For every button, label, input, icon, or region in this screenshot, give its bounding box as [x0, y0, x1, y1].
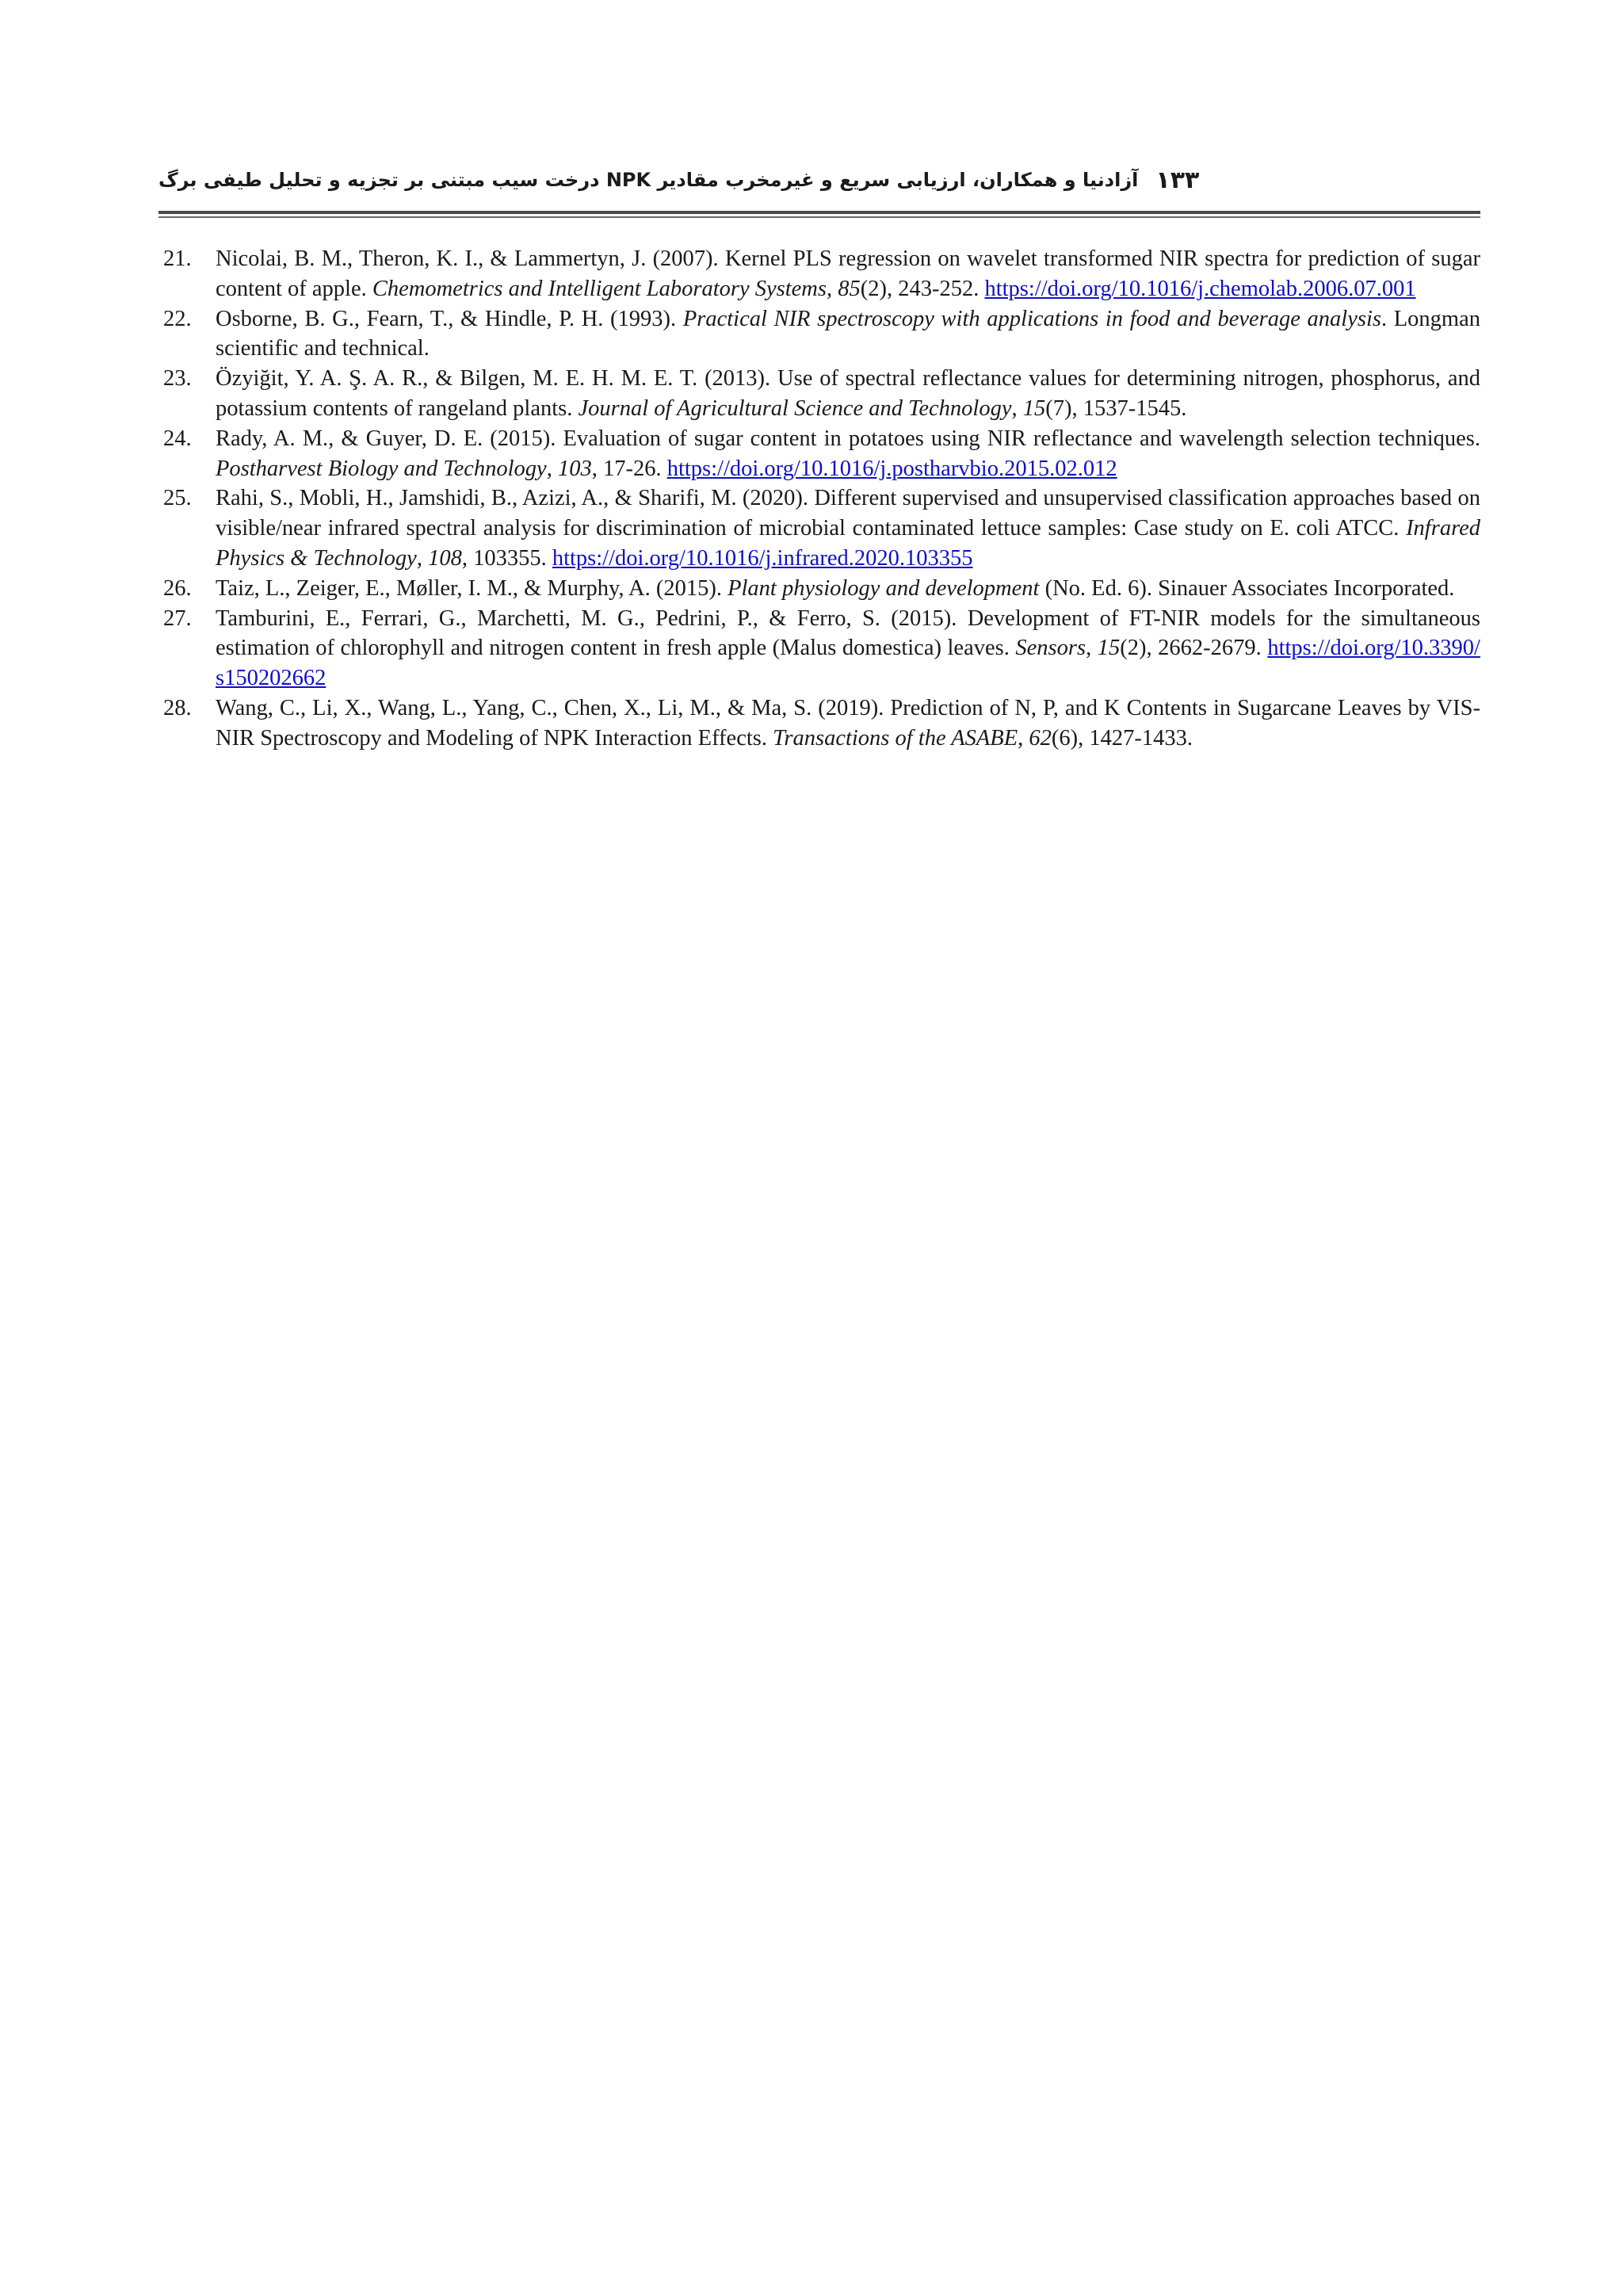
reference-item: [158, 364, 1480, 424]
reference-source: Chemometrics and Intelligent Laboratory Systems: [372, 276, 827, 301]
reference-doi-link[interactable]: https://doi.org/10.3390/s150202662: [216, 636, 1480, 691]
reference-tail: (2), 2662-2679.: [1120, 636, 1268, 661]
reference-source: Sensors: [1015, 636, 1086, 661]
reference-volume: 108: [428, 545, 462, 571]
reference-number: 24.: [163, 426, 192, 451]
reference-source: Postharvest Biology and Technology: [216, 456, 547, 481]
reference-tail: (2), 243-252.: [860, 276, 985, 301]
reference-source: Journal of Agricultural Science and Technology: [578, 395, 1012, 421]
running-title: آزادنیا و همکاران، ارزیابی سریع و غیرمخرب مقادیر NPK درخت سیب مبتنی بر تجزیه و تحلیل طیفی برگ: [158, 169, 1139, 191]
reference-item: [158, 304, 1480, 365]
reference-item: [158, 604, 1480, 693]
reference-item: [158, 244, 1480, 304]
reference-source: Transactions of the ASABE: [773, 725, 1018, 751]
reference-number: 22.: [163, 306, 192, 331]
reference-doi-link[interactable]: https://doi.org/10.1016/j.chemolab.2006.07.001: [984, 276, 1416, 301]
reference-doi-link[interactable]: https://doi.org/10.1016/j.postharvbio.2015.02.012: [666, 456, 1117, 481]
reference-authors: Tamburini, E., Ferrari, G., Marchetti, M. G., Pedrini, P., & Ferro, S. (2015). Development of FT-NIR models for the simultaneous estimation of chlorophyll and nitrogen content in fresh apple (Malus domestica) leaves.: [216, 606, 1480, 661]
reference-source: Practical NIR spectroscopy with applications in food and beverage analysis: [682, 306, 1381, 331]
reference-list: [158, 244, 1480, 754]
reference-source: Infrared Physics & Technology: [216, 516, 1480, 571]
reference-authors: Taiz, L., Zeiger, E., Møller, I. M., & Murphy, A. (2015).: [216, 575, 728, 601]
reference-authors: Nicolai, B. M., Theron, K. I., & Lammertyn, J. (2007). Kernel PLS regression on wavelet transformed NIR spectra for prediction of sugar content of apple.: [216, 246, 1480, 301]
reference-tail: (7), 1537-1545.: [1045, 395, 1187, 421]
reference-source: Plant physiology and development: [727, 575, 1040, 601]
reference-item: [158, 424, 1480, 484]
reference-volume: 85: [838, 276, 861, 301]
reference-authors: Rahi, S., Mobli, H., Jamshidi, B., Azizi, A., & Sharifi, M. (2020). Different supervised and unsupervised classification approaches based on visible/near infrared spectral analysis for discrimination of microbial contaminated lettuce samples: Case study on E. coli ATCC.: [216, 486, 1480, 541]
reference-sep: ,: [416, 545, 429, 571]
reference-number: 26.: [163, 575, 192, 601]
running-header: [158, 162, 1480, 197]
reference-number: 25.: [163, 486, 192, 511]
reference-tail: . Longman scientific and technical.: [216, 306, 1481, 361]
header-rule-thin: [158, 216, 1480, 218]
header-rule-thick: [158, 211, 1480, 214]
reference-item: [158, 693, 1480, 754]
reference-number: 28.: [163, 695, 192, 720]
reference-item: [158, 574, 1480, 604]
reference-number: 27.: [163, 606, 192, 631]
reference-sep: ,: [1086, 636, 1098, 661]
reference-doi-link[interactable]: https://doi.org/10.1016/j.infrared.2020.103355: [552, 545, 973, 571]
reference-volume: 62: [1029, 725, 1052, 751]
reference-tail: , 103355.: [461, 545, 552, 571]
reference-number: 21.: [163, 246, 192, 271]
reference-authors: Wang, C., Li, X., Wang, L., Yang, C., Chen, X., Li, M., & Ma, S. (2019). Prediction of N, P, and K Contents in Sugarcane Leaves by VIS-NIR Spectroscopy and Modeling of NPK Interaction Effects.: [216, 695, 1480, 751]
reference-tail: (No. Ed. 6). Sinauer Associates Incorporated.: [1039, 575, 1455, 601]
reference-sep: ,: [546, 456, 558, 481]
reference-authors: Osborne, B. G., Fearn, T., & Hindle, P. H. (1993).: [216, 306, 683, 331]
page-number: ۱۳۳: [1155, 166, 1200, 194]
reference-sep: ,: [1018, 725, 1029, 751]
reference-volume: 103: [557, 456, 592, 481]
reference-volume: 15: [1097, 636, 1121, 661]
reference-tail: (6), 1427-1433.: [1051, 725, 1193, 751]
reference-tail: , 17-26.: [591, 456, 667, 481]
reference-item: [158, 483, 1480, 573]
reference-authors: Rady, A. M., & Guyer, D. E. (2015). Evaluation of sugar content in potatoes using NIR reflectance and wavelength selection techniques.: [216, 426, 1480, 451]
reference-sep: ,: [1011, 395, 1023, 421]
reference-sep: ,: [826, 276, 838, 301]
reference-number: 23.: [163, 366, 192, 392]
reference-volume: 15: [1022, 395, 1046, 421]
reference-authors: Özyiğit, Y. A. Ş. A. R., & Bilgen, M. E. H. M. E. T. (2013). Use of spectral reflectance values for determining nitrogen, phosphorus, and potassium contents of rangeland plants.: [216, 366, 1480, 421]
